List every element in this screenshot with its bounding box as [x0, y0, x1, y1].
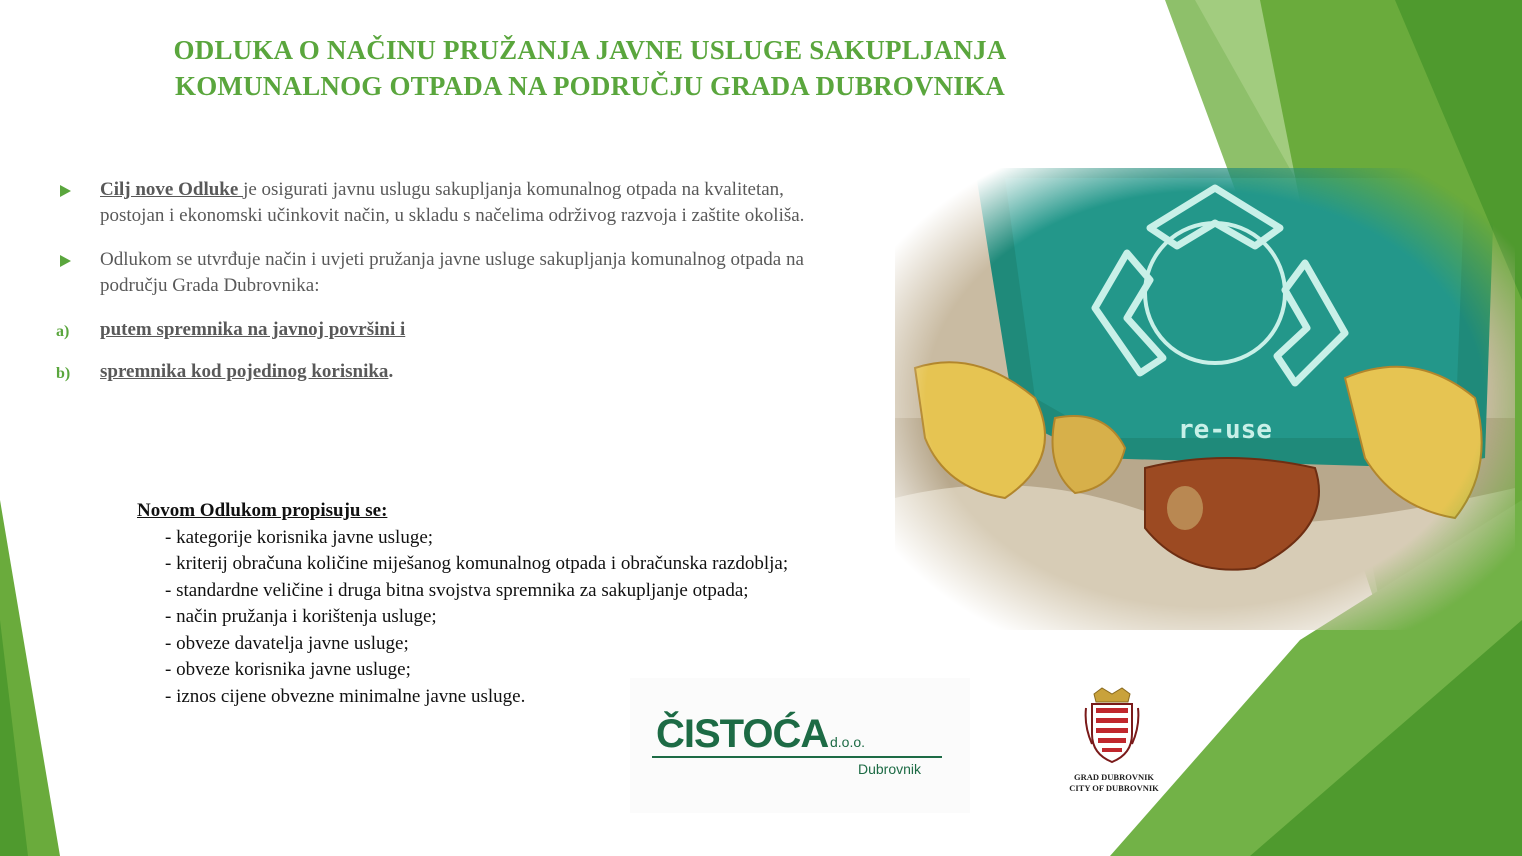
sub-item-b — [56, 359, 846, 385]
list-item: - kriterij obračuna količine miješanog komunalnog otpada i obračunska razdoblja; — [165, 553, 789, 574]
bullet-lead: Cilj nove Odluke — [100, 179, 244, 200]
slide-title — [80, 32, 1100, 104]
sub-item-text: putem spremnika na javnoj površini i — [100, 319, 406, 340]
city-crest-icon — [1084, 686, 1140, 764]
bullet-text: Odlukom se utvrđuje način i uvjeti pružanja javne usluge sakupljanja komunalnog otpada na području Grada Dubrovnika: — [100, 249, 804, 296]
provisions-heading: Novom Odlukom propisuju se: — [137, 500, 388, 521]
list-item: - obveze korisnika javne usluge; — [165, 659, 411, 680]
triangle-bullet-icon — [60, 255, 71, 267]
bag-label-text: re-use — [1178, 415, 1272, 445]
title-line-1: ODLUKA O NAČINU PRUŽANJA JAVNE USLUGE SAKUPLJANJA — [173, 35, 1007, 65]
list-item: - obveze davatelja javne usluge; — [165, 632, 409, 654]
sub-item-label: b) — [56, 365, 71, 382]
triangle-bullet-icon — [60, 185, 71, 197]
list-item: - način pružanja i korištenja usluge; — [165, 606, 437, 627]
bullet-text: je osigurati javnu uslugu sakupljanja komunalnog otpada na kvalitetan, postojan i ekonomski učinkovit način, u skladu s načelima održivog razvoja i zaštite okoliša. — [100, 179, 805, 226]
city-logo-line-1: GRAD DUBROVNIK — [1073, 772, 1155, 782]
cistoca-logo-city: Dubrovnik — [858, 761, 922, 777]
cistoca-logo-divider — [652, 756, 942, 758]
bullet-list — [56, 177, 846, 401]
bullet-item-scope — [56, 247, 846, 299]
list-item: - kategorije korisnika javne usluge; — [165, 526, 434, 548]
recycle-bag-photo — [895, 168, 1515, 630]
list-item: - iznos cijene obvezne minimalne javne usluge. — [165, 685, 526, 707]
sub-item-text: spremnika kod pojedinog korisnika — [100, 361, 389, 382]
title-line-2: KOMUNALNOG OTPADA NA PODRUČJU GRADA DUBROVNIKA — [175, 71, 1005, 101]
sub-item-a — [56, 317, 846, 343]
cistoca-logo-name: ČISTOĆA — [656, 712, 829, 756]
sub-item-label: a) — [56, 323, 70, 340]
cistoca-logo — [630, 678, 970, 813]
city-of-dubrovnik-logo — [1062, 686, 1166, 796]
sub-item-suffix: . — [388, 361, 394, 382]
cistoca-logo-suffix: d.o.o. — [830, 734, 866, 750]
list-item: - standardne veličine i druga bitna svojstva spremnika za sakupljanje otpada; — [165, 579, 749, 601]
bullet-item-goal — [56, 177, 846, 229]
city-logo-line-2: CITY OF DUBROVNIK — [1069, 783, 1159, 793]
